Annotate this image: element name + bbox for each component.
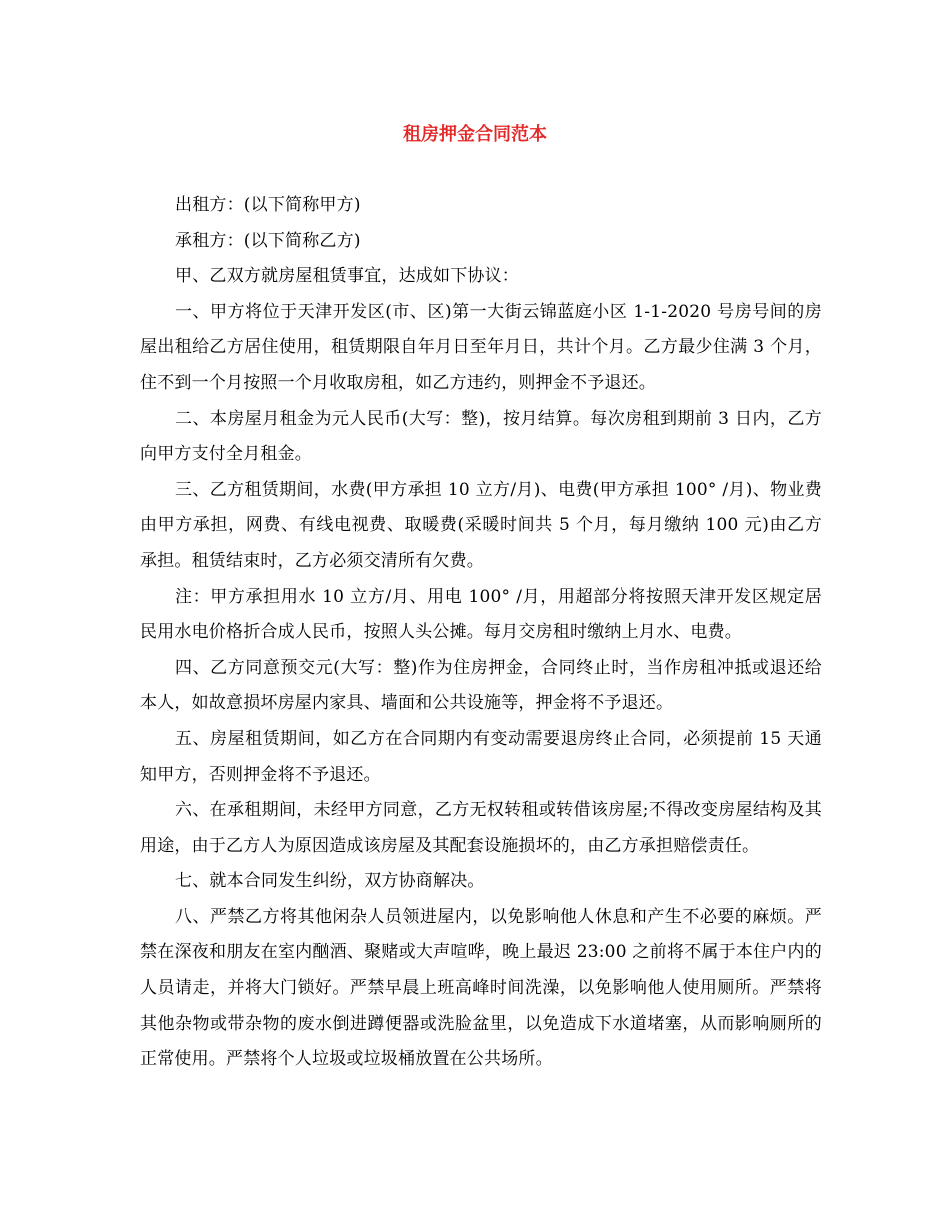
paragraph-intro: 甲、乙双方就房屋租赁事宜，达成如下协议： [175, 266, 519, 287]
clause-4: 四、乙方同意预交元(大写：整)作为住房押金，合同终止时，当作房租冲抵或退还给本人，如故意损坏房屋内家具、墙面和公共设施等，押金将不予退还。 [140, 657, 822, 714]
clause-3: 三、乙方租赁期间，水费(甲方承担 10 立方/月)、电费(甲方承担 100° /月)、物业费由甲方承担，网费、有线电视费、取暖费(采暖时间共 5 个月，每月缴纳 100 元)由乙方承担。租赁结束时，乙方必须交清所有欠费。 [140, 479, 822, 571]
document-body [140, 188, 822, 1078]
clause-5: 五、房屋租赁期间，如乙方在合同期内有变动需要退房终止合同，必须提前 15 天通知甲方，否则押金将不予退还。 [140, 728, 822, 785]
clause-note: 注：甲方承担用水 10 立方/月、用电 100° /月，用超部分将按照天津开发区规定居民用水电价格折合成人民币，按照人头公摊。每月交房租时缴纳上月水、电费。 [140, 586, 822, 643]
paragraph-lessor: 出租方：(以下简称甲方) [175, 195, 361, 215]
clause-8: 八、严禁乙方将其他闲杂人员领进屋内，以免影响他人休息和产生不必要的麻烦。严禁在深夜和朋友在室内酗酒、聚赌或大声喧哗，晚上最迟 23:00 之前将不属于本住户内的人员请走，并将大门锁好。严禁早晨上班高峰时间洗澡，以免影响他人使用厕所。严禁将其他杂物或带杂物的废水倒进蹲便器或洗脸盆里，以免造成下水道堵塞，从而影响厕所的正常使用。严禁将个人垃圾或垃圾桶放置在公共场所。 [140, 906, 822, 1070]
clause-1: 一、甲方将位于天津开发区(市、区)第一大街云锦蓝庭小区 1-1-2020 号房号间的房屋出租给乙方居住使用，租赁期限自年月日至年月日，共计个月。乙方最少住满 3 个月，住不到一个月按照一个月收取房租，如乙方违约，则押金不予退还。 [140, 301, 822, 393]
clause-6: 六、在承租期间，未经甲方同意，乙方无权转租或转借该房屋;不得改变房屋结构及其用途，由于乙方人为原因造成该房屋及其配套设施损坏的，由乙方承担赔偿责任。 [140, 800, 822, 856]
clause-2: 二、本房屋月租金为元人民币(大写：整)，按月结算。每次房租到期前 3 日内，乙方向甲方支付全月租金。 [140, 408, 822, 465]
clause-7: 七、就本合同发生纠纷，双方协商解决。 [175, 871, 485, 892]
document-title: 租房押金合同范本 [403, 124, 547, 145]
paragraph-lessee: 承租方：(以下简称乙方) [175, 230, 361, 251]
